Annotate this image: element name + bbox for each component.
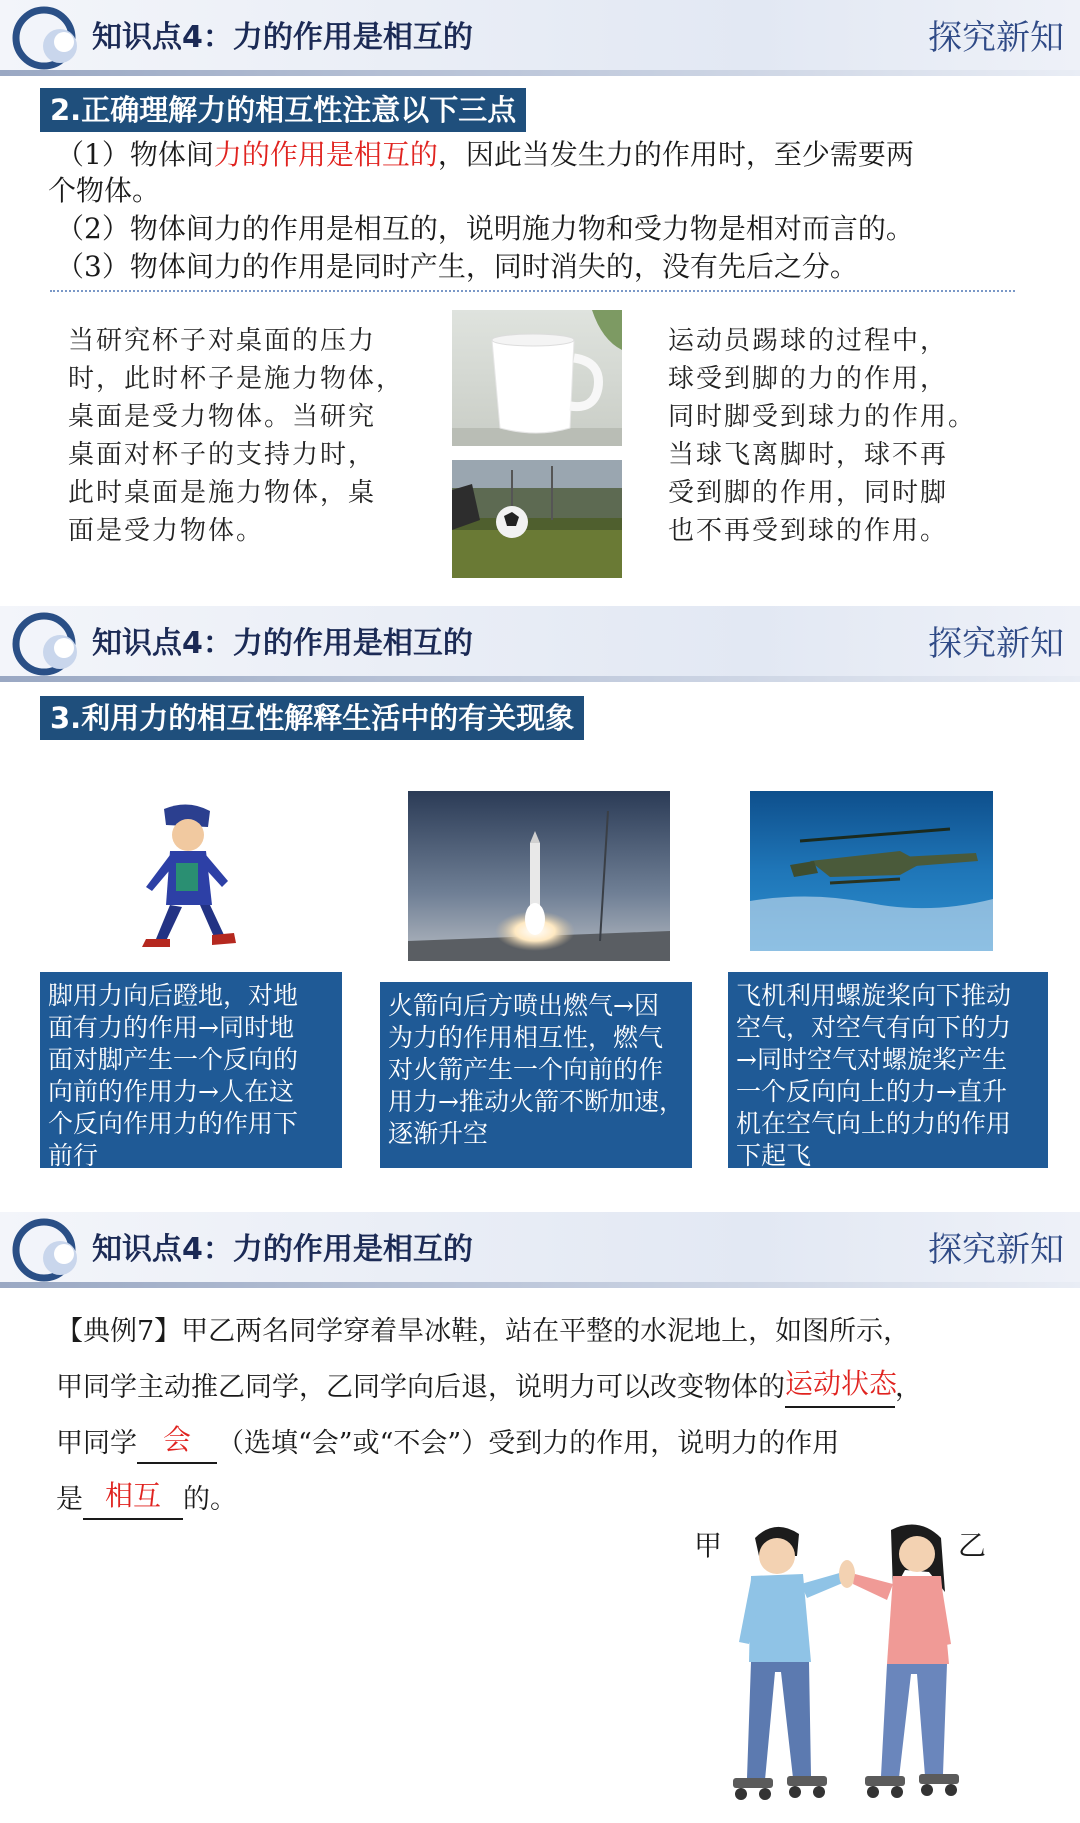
section-tag: 探究新知 <box>928 1230 1064 1270</box>
slide-1 <box>0 0 1080 546</box>
example-text: 甲同学主动推乙同学，乙同学向后退，说明力可以改变物体的 <box>56 1372 785 1403</box>
section-title: 知识点4：力的作用是相互的 <box>92 626 473 661</box>
slide-2 <box>0 606 1080 1206</box>
answer-1: 运动状态 <box>785 1367 898 1400</box>
box-line: 脚用力向后蹬地，对地 <box>48 981 299 1010</box>
example-line-4 <box>56 1480 237 1520</box>
circle-logo-icon <box>10 1214 82 1286</box>
example-text: ， <box>895 1372 922 1403</box>
example-text: 的。 <box>183 1484 237 1515</box>
example-text: 是 <box>56 1484 83 1515</box>
point-1-suffix: ，因此当发生力的作用时，至少需要两 <box>437 138 914 171</box>
box-line: 空气，对空气有向下的力 <box>736 1013 1012 1042</box>
circle-logo-icon <box>10 2 82 74</box>
dotted-divider <box>50 290 1015 292</box>
cup-explanation <box>68 322 404 550</box>
explain-line: 当球飞离脚时，球不再 <box>668 440 949 470</box>
box-line: 下起飞 <box>736 1141 812 1170</box>
point-1 <box>56 136 1016 174</box>
explain-line: 运动员踢球的过程中， <box>668 326 949 356</box>
explanation-box-rocket <box>380 982 692 1168</box>
explain-line: 面是受力物体。 <box>68 516 265 546</box>
box-line: 为力的作用相互性，燃气 <box>388 1023 664 1052</box>
subtopic-banner: 2.正确理解力的相互性注意以下三点 <box>40 88 526 132</box>
box-line: 用力→推动火箭不断加速， <box>388 1087 684 1116</box>
box-line: 面对脚产生一个反向的 <box>48 1045 299 1074</box>
explain-line: 球受到脚的力的作用， <box>668 364 949 394</box>
answer-blank-2 <box>137 1423 217 1464</box>
cup-photo <box>452 310 622 446</box>
explain-line: 受到脚的作用，同时脚 <box>668 478 949 508</box>
point-3: （3）物体间力的作用是同时产生，同时消失的，没有先后之分。 <box>56 250 858 283</box>
example-line-3 <box>56 1424 839 1464</box>
kick-explanation <box>668 322 976 550</box>
box-line: 机在空气向上的力的作用 <box>736 1109 1012 1138</box>
helicopter-photo <box>750 791 993 951</box>
skaters-illustration <box>715 1512 975 1812</box>
explanation-box-walking <box>40 972 342 1168</box>
circle-logo-icon <box>10 608 82 680</box>
section-title: 知识点4：力的作用是相互的 <box>92 20 473 55</box>
label-jia: 甲 <box>694 1529 723 1562</box>
answer-blank-1 <box>785 1367 898 1408</box>
label-yi: 乙 <box>958 1529 987 1562</box>
example-text: 甲同学 <box>56 1428 137 1459</box>
box-line: 面有力的作用→同时地 <box>48 1013 294 1042</box>
box-line: 个反向作用力的作用下 <box>48 1109 299 1138</box>
answer-2: 会 <box>162 1423 191 1456</box>
box-line: 前行 <box>48 1141 99 1170</box>
point-1-wrap: 个物体。 <box>48 174 161 207</box>
subtopic-banner: 3.利用力的相互性解释生活中的有关现象 <box>40 696 584 740</box>
explain-line: 时，此时杯子是施力物体， <box>68 364 405 394</box>
box-line: 飞机利用螺旋桨向下推动 <box>736 981 1012 1010</box>
box-line: 一个反向向上的力→直升 <box>736 1077 1007 1106</box>
rocket-launch-photo <box>408 791 670 961</box>
explain-line: 也不再受到球的作用。 <box>668 516 949 546</box>
box-line: 对火箭产生一个向前的作 <box>388 1055 664 1084</box>
section-title: 知识点4：力的作用是相互的 <box>92 1232 473 1267</box>
box-line: 火箭向后方喷出燃气→因 <box>388 991 659 1020</box>
explanation-box-helicopter <box>728 972 1048 1168</box>
answer-blank-3 <box>83 1479 183 1520</box>
section-tag: 探究新知 <box>928 18 1064 58</box>
example-line-1: 【典例7】甲乙两名同学穿着旱冰鞋，站在平整的水泥地上，如图所示， <box>56 1316 911 1347</box>
section-tag: 探究新知 <box>928 624 1064 664</box>
explain-line: 同时脚受到球力的作用。 <box>668 402 977 432</box>
answer-3: 相互 <box>104 1479 161 1512</box>
point-2: （2）物体间力的作用是相互的，说明施力物和受力物是相对而言的。 <box>56 212 914 245</box>
box-line: 逐渐升空 <box>388 1119 489 1148</box>
walking-woman-illustration <box>130 801 250 953</box>
explain-line: 当研究杯子对桌面的压力 <box>68 326 377 356</box>
explain-line: 桌面对杯子的支持力时， <box>68 440 377 470</box>
box-line: 向前的作用力→人在这 <box>48 1077 294 1106</box>
soccer-photo <box>452 460 622 578</box>
example-line-2 <box>56 1368 922 1408</box>
box-line: →同时空气对螺旋桨产生 <box>736 1045 1007 1074</box>
point-1-prefix: （1）物体间 <box>56 138 214 171</box>
example-text: （选填“会”或“不会”）受到力的作用，说明力的作用 <box>217 1428 840 1459</box>
slide-3 <box>0 1212 1080 1823</box>
explain-line: 桌面是受力物体。当研究 <box>68 402 377 432</box>
point-1-highlight: 力的作用是相互的 <box>213 138 438 171</box>
explain-line: 此时桌面是施力物体，桌 <box>68 478 377 508</box>
